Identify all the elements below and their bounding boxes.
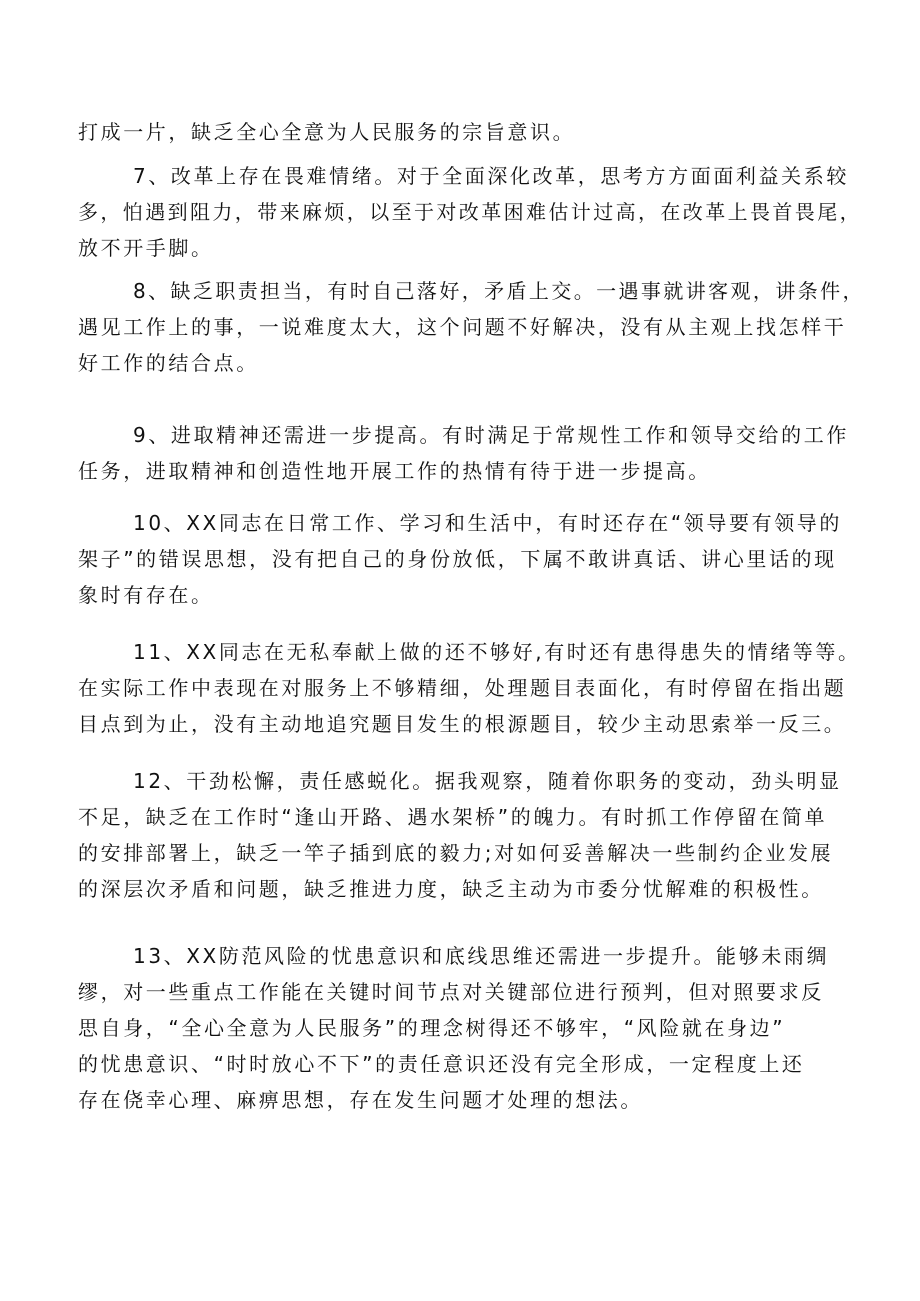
text-line: 目点到为止，没有主动地追究题目发生的根源题目，较少主动思索举一反三。 — [78, 712, 847, 736]
text-line: 多，怕遇到阻力，带来麻烦，以至于对改革困难估计过高，在改革上畏首畏尾， — [78, 200, 862, 224]
text-line: 的忧患意识、“时时放心不下”的责任意识还没有完全形成，一定程度上还 — [78, 1052, 805, 1076]
text-line: 思自身，“全心全意为人民服务”的理念树得还不够牢，“风险就在身边” — [78, 1016, 786, 1040]
text-line: 13、XX防范风险的忧患意识和底线思维还需进一步提升。能够未雨绸 — [133, 944, 830, 968]
text-line: 12、干劲松懈，责任感蜕化。据我观察，随着你职务的变动，劲头明显 — [133, 769, 842, 793]
paragraph-item-10 — [78, 505, 868, 613]
text-line: 9、进取精神还需进一步提高。有时满足于常规性工作和领导交给的工作 — [133, 423, 849, 447]
text-line: 打成一片，缺乏全心全意为人民服务的宗旨意识。 — [78, 120, 576, 144]
paragraph-item-13 — [78, 938, 868, 1118]
text-line: 好工作的结合点。 — [78, 351, 259, 375]
text-line: 放不开手脚。 — [78, 236, 214, 260]
text-line: 7、改革上存在畏难情绪。对于全面深化改革，思考方方面面利益关系较 — [133, 164, 849, 188]
paragraph-item-7 — [78, 158, 868, 266]
text-line: 在实际工作中表现在对服务上不够精细，处理题目表面化，有时停留在指出题 — [78, 676, 847, 700]
paragraph-item-11 — [78, 634, 868, 742]
text-line: 不足，缺乏在工作时“逢山开路、遇水架桥”的魄力。有时抓工作停留在简单 — [78, 805, 828, 829]
text-line: 存在侥幸心理、麻痹思想，存在发生问题才处理的想法。 — [78, 1088, 643, 1112]
paragraph-item-8 — [78, 273, 868, 381]
text-line: 10、XX同志在日常工作、学习和生活中，有时还存在“领导要有领导的 — [133, 511, 843, 535]
text-line: 架子”的错误思想，没有把自己的身份放低，下属不敢讲真话、讲心里话的现 — [78, 547, 837, 571]
text-line: 遇见工作上的事，一说难度太大，这个问题不好解决，没有从主观上找怎样干 — [78, 315, 847, 339]
text-line: 11、XX同志在无私奉献上做的还不够好,有时还有患得患失的情绪等等。 — [133, 640, 861, 664]
paragraph-item-12 — [78, 763, 868, 907]
text-line: 的深层次矛盾和问题，缺乏推进力度，缺乏主动为市委分忧解难的积极性。 — [78, 877, 824, 901]
paragraph-item-9 — [78, 417, 868, 489]
paragraph-continuation — [78, 114, 868, 150]
text-line: 任务，进取精神和创造性地开展工作的热情有待于进一步提高。 — [78, 459, 711, 483]
text-line: 8、缺乏职责担当，有时自己落好，矛盾上交。一遇事就讲客观，讲条件， — [133, 279, 865, 303]
text-line: 缪，对一些重点工作能在关键时间节点对关键部位进行预判，但对照要求反 — [78, 980, 824, 1004]
text-line: 象时有存在。 — [78, 583, 214, 607]
text-line: 的安排部署上，缺乏一竿子插到底的毅力;对如何妥善解决一些制约企业发展 — [78, 841, 834, 865]
